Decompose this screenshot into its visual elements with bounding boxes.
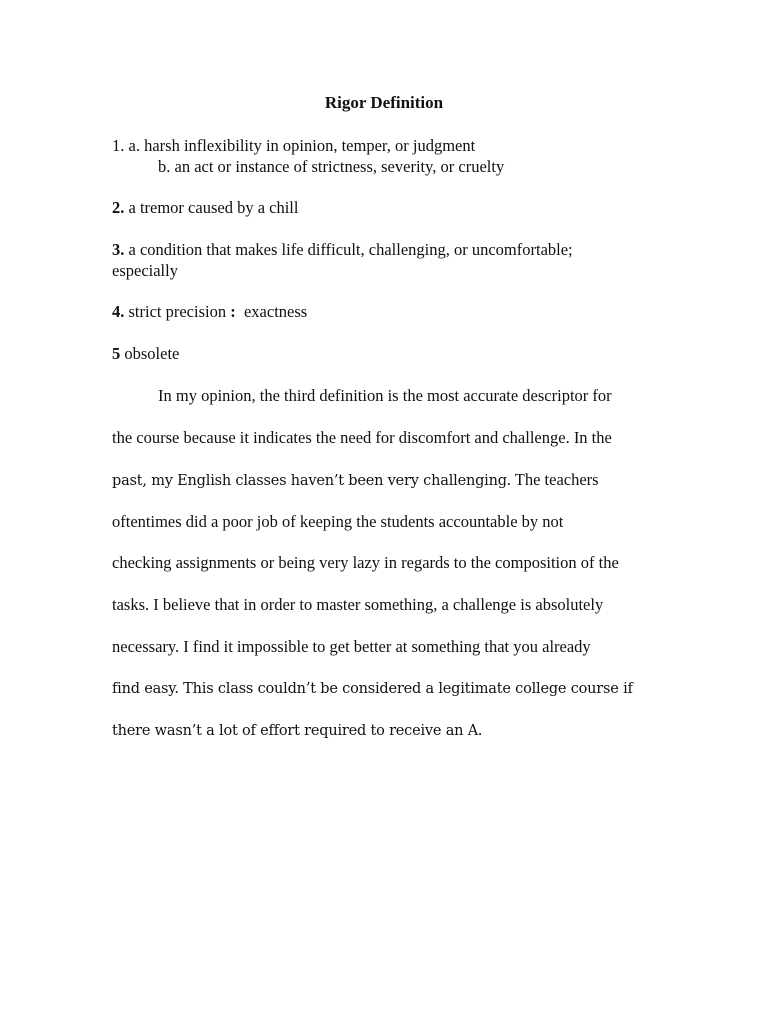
definition-5-number: 5 xyxy=(112,344,121,363)
paragraph-line-5: checking assignments or being very lazy in regards to the composition of the xyxy=(112,553,619,572)
definition-4 xyxy=(112,301,307,323)
definition-2 xyxy=(112,197,298,219)
paragraph-line-7: necessary. I find it impossible to get better at something that you already xyxy=(112,637,591,656)
paragraph-line-9-rest: . xyxy=(477,720,483,739)
paragraph-line-3 xyxy=(112,469,599,492)
definition-5-text: obsolete xyxy=(120,344,180,363)
definition-3 xyxy=(112,239,573,261)
definition-1b: b. an act or instance of strictness, severity, or cruelty xyxy=(158,157,505,176)
definition-4-number: 4. xyxy=(112,302,125,321)
definition-4-text: strict precision xyxy=(124,302,231,321)
paragraph-line-6: tasks. I believe that in order to master something, a challenge is absolutely xyxy=(112,595,604,614)
paragraph-line-3-emphasis: past, my English classes haven’t been very challenging xyxy=(112,473,507,489)
document-title: Rigor Definition xyxy=(324,93,444,112)
definition-4-after: exactness xyxy=(235,302,308,321)
definition-2-number: 2. xyxy=(112,198,125,217)
paragraph-line-9 xyxy=(112,719,482,742)
paragraph-line-1: In my opinion, the third definition is the most accurate descriptor for xyxy=(158,386,612,405)
definition-3-number: 3. xyxy=(112,240,125,259)
definition-1a: 1. a. harsh inflexibility in opinion, temper, or judgment xyxy=(112,136,476,155)
definition-3-text: a condition that makes life difficult, challenging, or uncomfortable; xyxy=(124,240,573,259)
paragraph-line-2: the course because it indicates the need for discomfort and challenge. In the xyxy=(112,428,612,447)
paragraph-line-8: find easy. This class couldn’t be considered a legitimate college course if xyxy=(112,681,633,697)
paragraph-line-9-emphasis: there wasn’t a lot of effort required to receive an A xyxy=(112,723,478,739)
definition-5 xyxy=(112,343,179,365)
paragraph-line-3-rest: . The teachers xyxy=(506,470,599,489)
definition-2-text: a tremor caused by a chill xyxy=(124,198,299,217)
definition-4-colon: : xyxy=(230,302,236,321)
paragraph-line-4: oftentimes did a poor job of keeping the students accountable by not xyxy=(112,512,564,531)
definition-3-continued: especially xyxy=(112,261,178,280)
